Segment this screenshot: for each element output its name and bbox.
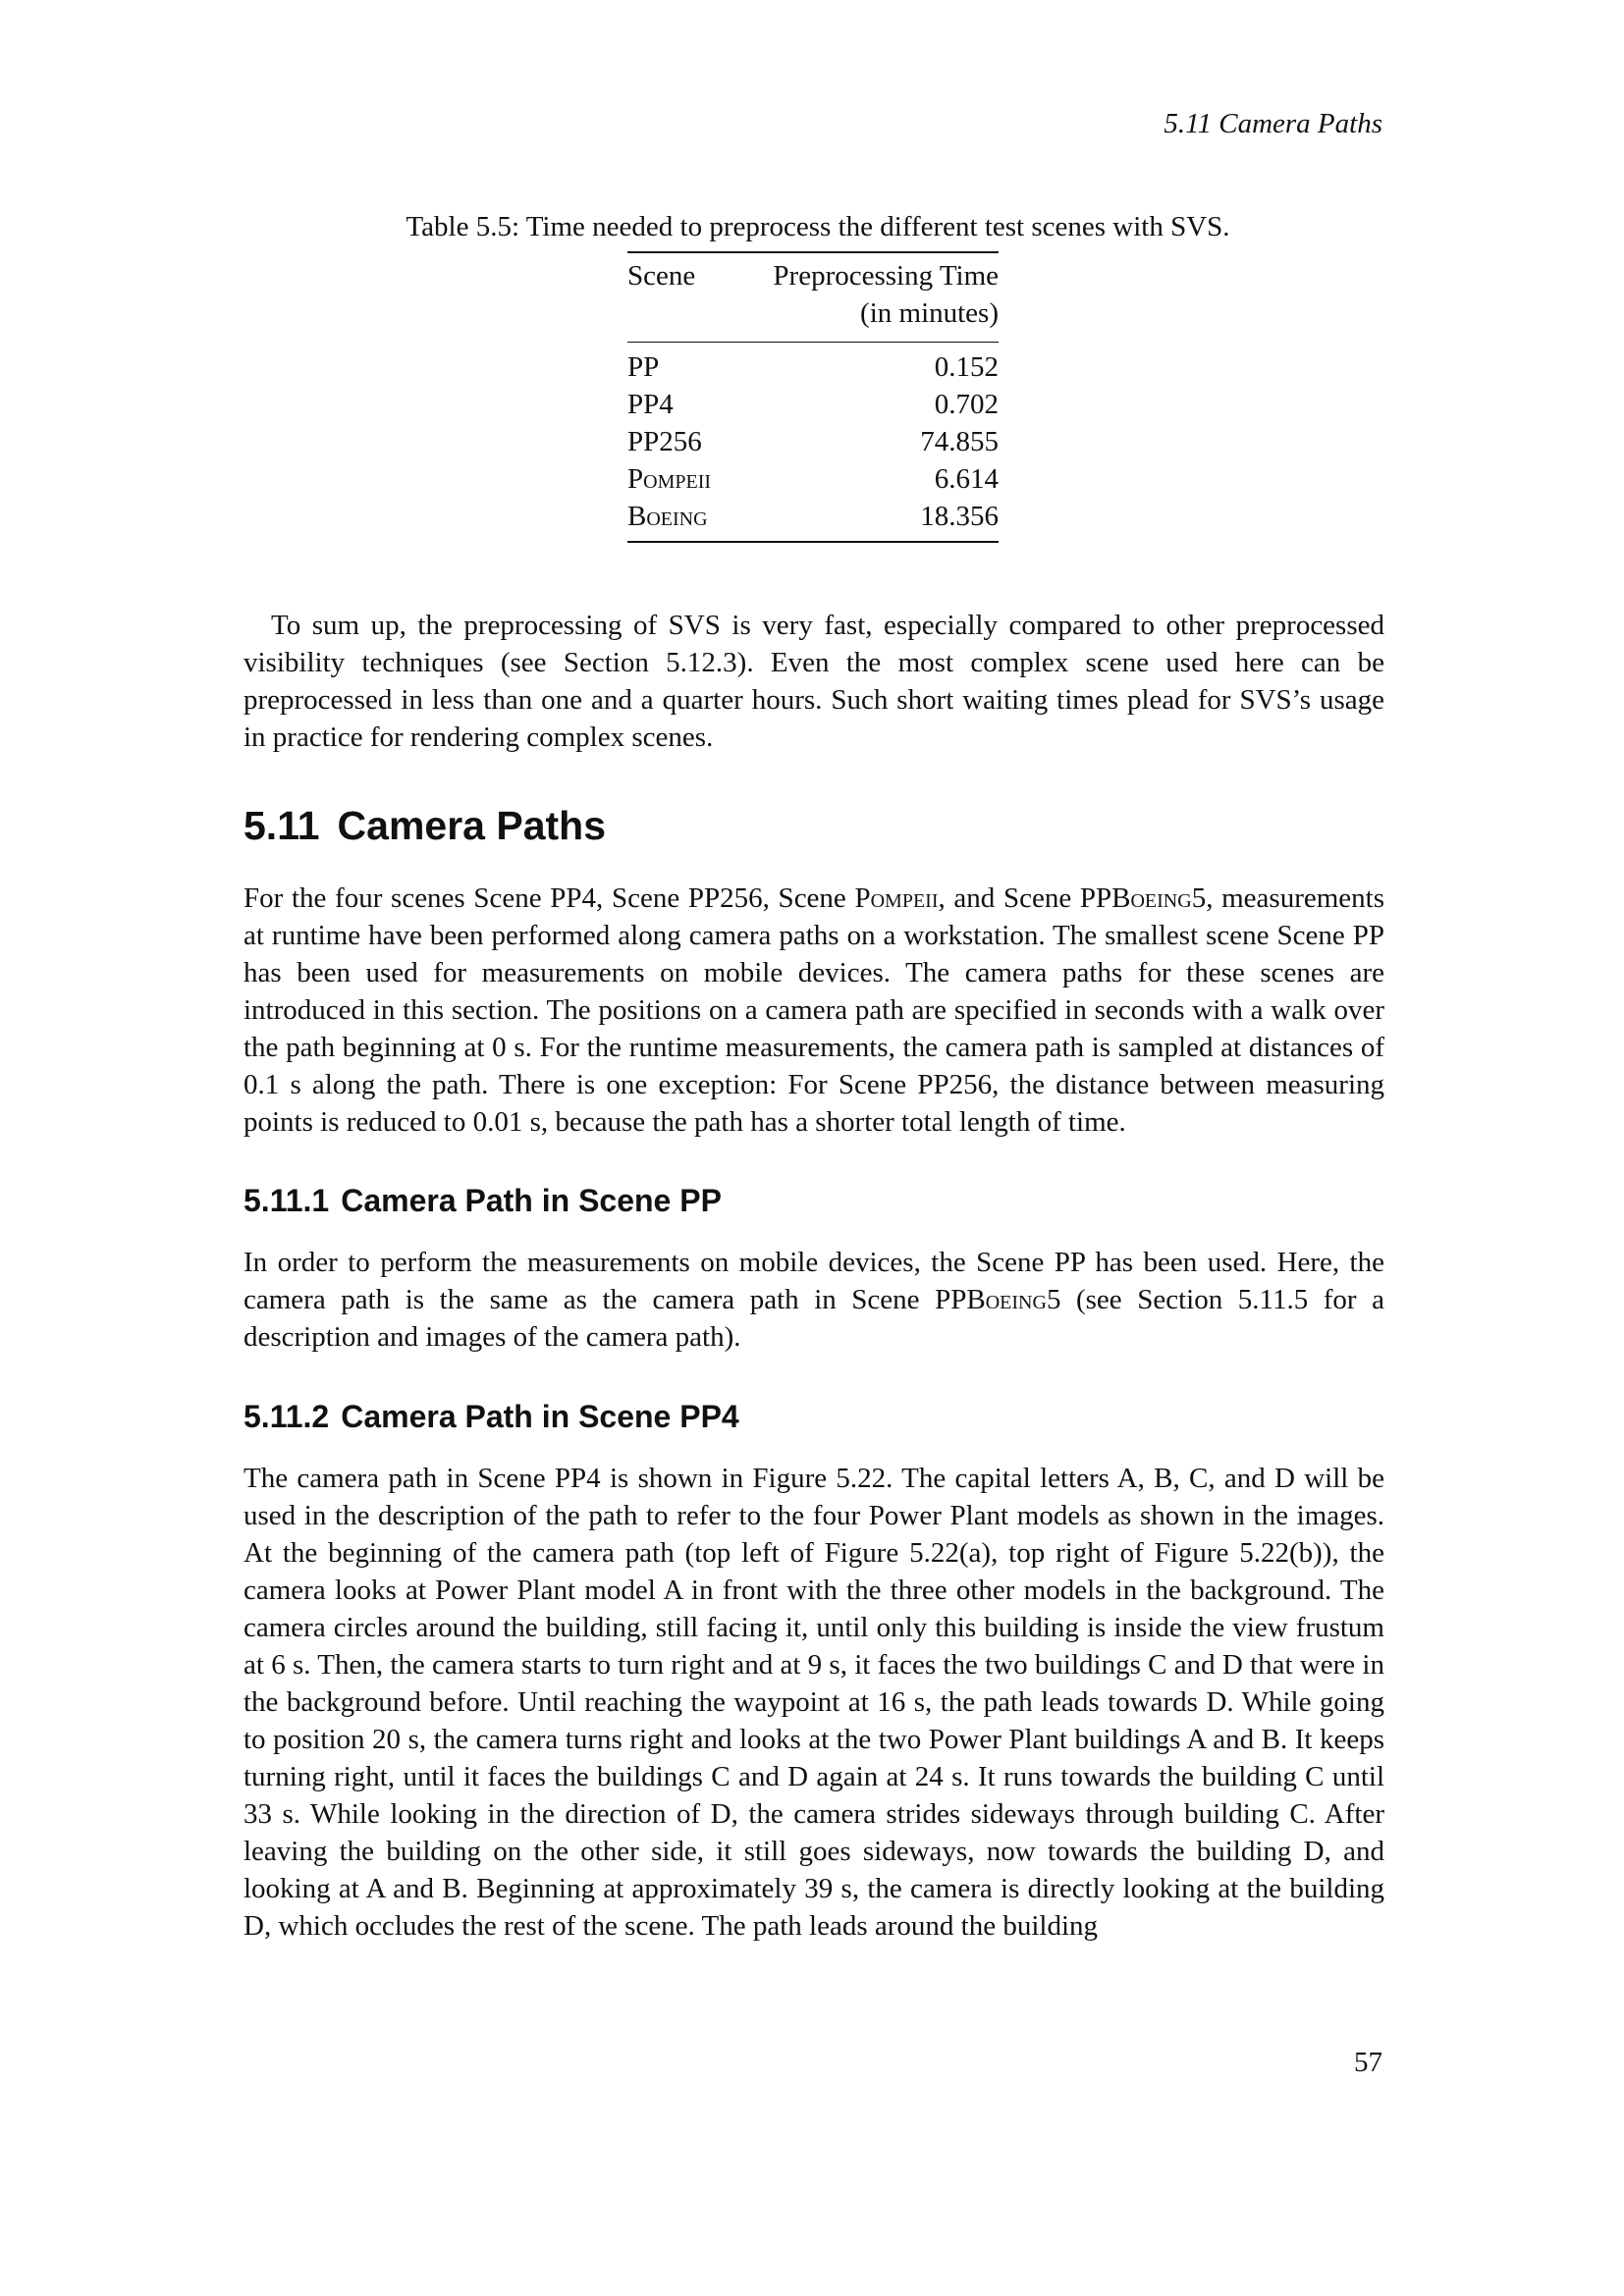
subsection-number: 5.11.1 [244,1183,330,1218]
page-number: 57 [1354,2047,1382,2078]
paragraph-scene-pp4: The camera path in Scene PP4 is shown in Figure 5.22. The capital letters A, B, C, and D will be used in the description of the path to refer to the four Power Plant models as shown in the images. At the beginning of the camera path (top left of Figure 5.22(a), top right of Figure 5.22(b)), the camera looks at Power Plant model A in front with the three other models in the background. The camera circles around the building, still facing it, until only this building is inside the view frustum at 6 s. Then, the camera starts to turn right and at 9 s, it faces the two buildings C and D that were in the background before. Until reaching the waypoint at 16 s, the path leads towards D. While going to position 20 s, the camera turns right and looks at the two Power Plant buildings A and B. It keeps turning right, until it faces the buildings C and D again at 24 s. It runs towards the building C until 33 s. While looking in the direction of D, the camera strides sideways through building C. After leaving the building on the other side, it still goes sideways, now towards the building D, and looking at A and B. Beginning at approximately 39 s, the camera is directly looking at the building D, which occludes the rest of the scene. The path leads around the building [244,1463,1384,1942]
table-row [627,423,999,460]
subsection-title: Camera Path in Scene PP [341,1183,722,1218]
subsection-heading-pp [244,1183,722,1219]
table-cell-scene: PP4 [627,389,674,420]
table-cell-time: 0.702 [934,389,999,420]
table-cell-scene: PP [627,351,660,383]
scene-name-boeing: Boeing [1111,882,1192,914]
column-header-time-line2: (in minutes) [860,297,999,329]
table-cell-scene: Boeing [627,501,708,532]
section-number: 5.11 [244,803,320,848]
running-header: 5.11 Camera Paths [1164,108,1382,139]
table-cell-time: 74.855 [920,426,999,457]
table-cell-scene: PP256 [627,426,702,457]
scene-name-boeing: Boeing [966,1284,1047,1315]
table-row [627,498,999,542]
scene-name-pompeii: Pompeii [854,882,939,914]
table-block [0,211,1624,543]
paragraph-scene-pp [244,1244,1384,1356]
paragraph-summary: To sum up, the preprocessing of SVS is very fast, especially compared to other preprocessed visibility techniques (see Section 5.12.3). Even the most complex scene used here can be preprocessed in less than one and a quarter hours. Such short waiting times plead for SVS’s usage in practice for rendering complex scenes. [244,610,1384,753]
table-row [627,386,999,423]
text-run: 5 (see Section 5.11.5 for a description and images of the camera path). [244,1284,1384,1353]
text-run: 5, measurements at runtime have been performed along camera paths on a workstation. The smallest scene Scene PP has been used for measurements on mobile devices. The camera paths for these scenes are introduced in this section. The positions on a camera path are specified in seconds with a walk over the path beginning at 0 s. For the runtime measurements, the camera path is sampled at distances of 0.1 s along the path. There is one exception: For Scene PP256, the distance between measuring points is reduced to 0.01 s, because the path has a shorter total length of time. [244,882,1385,1138]
table-row [627,343,999,387]
text-run: In order to perform the measurements on mobile devices, the Scene PP has been used. Here, the camera path is the same as the camera path in Scene PP [244,1247,1384,1315]
column-header-time-line1: Preprocessing Time [773,260,999,292]
table-cell-time: 6.614 [934,463,999,495]
table-cell-time: 0.152 [934,351,999,383]
table-header-row [627,252,999,343]
table-caption: Table 5.5: Time needed to preprocess the different test scenes with SVS. [406,211,1230,242]
text-run: For the four scenes Scene PP4, Scene PP256, Scene [244,882,855,914]
text-run: , and Scene PP [938,882,1112,914]
subsection-number: 5.11.2 [244,1399,330,1434]
section-heading [244,803,606,849]
preprocessing-table [627,251,999,543]
table-cell-scene: Pompeii [627,463,712,495]
column-header-time [728,252,999,343]
section-title: Camera Paths [337,803,607,848]
paragraph-camera-paths-intro [244,880,1384,1141]
subsection-heading-pp4 [244,1399,739,1435]
subsection-title: Camera Path in Scene PP4 [341,1399,739,1434]
column-header-scene: Scene [627,260,696,292]
table-row [627,460,999,498]
table-cell-time: 18.356 [920,501,999,532]
